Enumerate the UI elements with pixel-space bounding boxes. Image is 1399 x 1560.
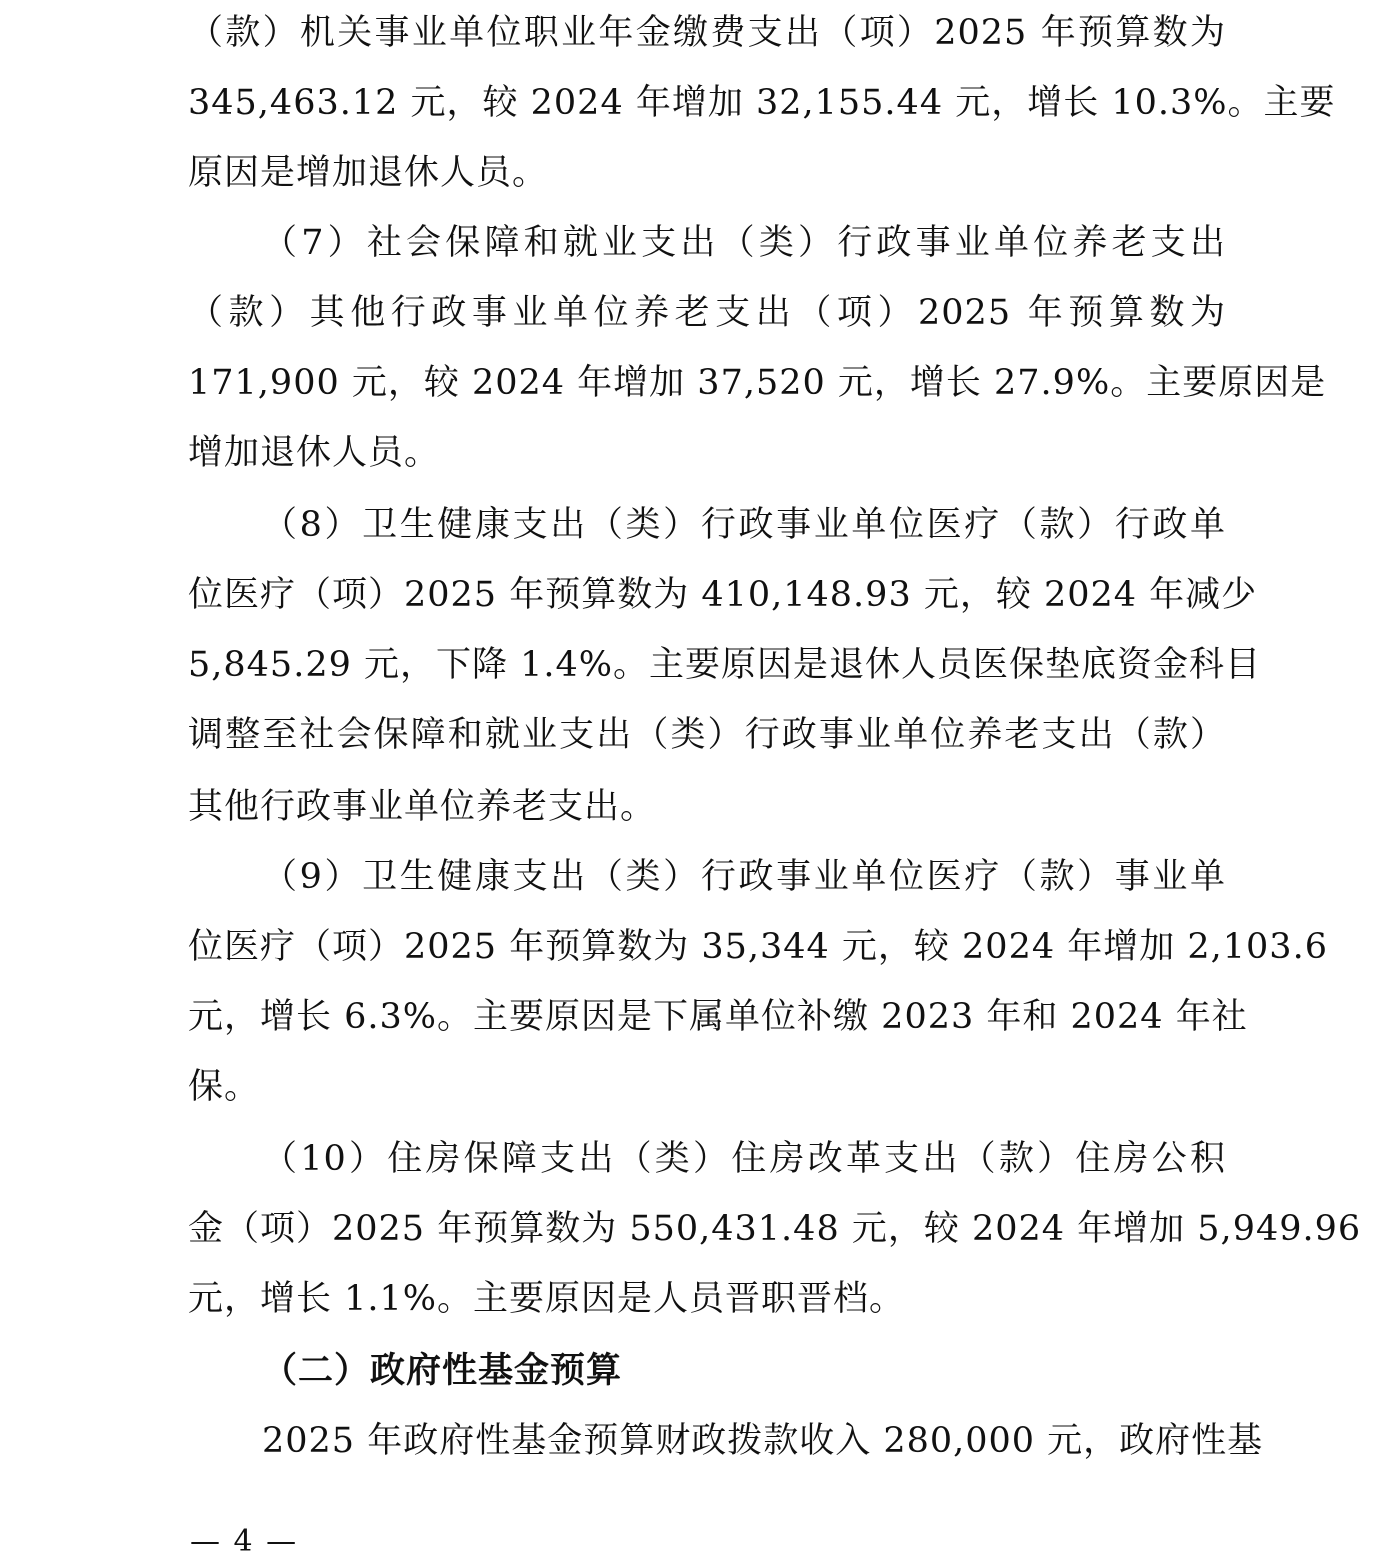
- text-line-2: 345,463.12 元，较 2024 年增加 32,155.44 元，增长 10.3%。主要: [188, 83, 1336, 123]
- text-line-1: （款）机关事业单位职业年金缴费支出（项）2025 年预算数为: [188, 13, 1226, 53]
- text-line-14: 位医疗（项）2025 年预算数为 35,344 元，较 2024 年增加 2,103.6: [188, 927, 1328, 967]
- text-line-12: 其他行政事业单位养老支出。: [188, 787, 657, 827]
- text-line-4: （7）社会保障和就业支出（类）行政事业单位养老支出: [262, 223, 1226, 263]
- text-line-8: （8）卫生健康支出（类）行政事业单位医疗（款）行政单: [262, 505, 1226, 545]
- text-line-16: 保。: [188, 1067, 261, 1107]
- page-number: — 4 —: [190, 1524, 299, 1559]
- text-line-10: 5,845.29 元，下降 1.4%。主要原因是退休人员医保垫底资金科目: [188, 645, 1262, 685]
- text-line-9: 位医疗（项）2025 年预算数为 410,148.93 元，较 2024 年减少: [188, 575, 1258, 615]
- section-heading: （二）政府性基金预算: [262, 1350, 623, 1391]
- text-line-13: （9）卫生健康支出（类）行政事业单位医疗（款）事业单: [262, 857, 1226, 897]
- text-line-18: 金（项）2025 年预算数为 550,431.48 元，较 2024 年增加 5,949.96: [188, 1209, 1362, 1249]
- text-line-19: 元，增长 1.1%。主要原因是人员晋职晋档。: [188, 1279, 906, 1319]
- text-line-6: 171,900 元，较 2024 年增加 37,520 元，增长 27.9%。主要原因是: [188, 363, 1327, 403]
- text-line-21: 2025 年政府性基金预算财政拨款收入 280,000 元，政府性基: [262, 1421, 1264, 1461]
- text-line-15: 元，增长 6.3%。主要原因是下属单位补缴 2023 年和 2024 年社: [188, 997, 1248, 1037]
- text-line-5: （款）其他行政事业单位养老支出（项）2025 年预算数为: [188, 293, 1226, 333]
- text-line-17: （10）住房保障支出（类）住房改革支出（款）住房公积: [262, 1139, 1226, 1179]
- text-line-11: 调整至社会保障和就业支出（类）行政事业单位养老支出（款）: [188, 715, 1226, 755]
- text-line-7: 增加退休人员。: [188, 433, 441, 473]
- text-line-3: 原因是增加退休人员。: [188, 153, 549, 193]
